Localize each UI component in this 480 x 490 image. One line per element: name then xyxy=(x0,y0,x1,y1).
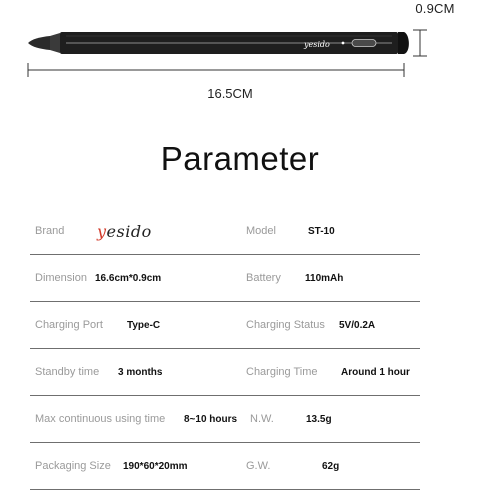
stylus-pen xyxy=(28,32,409,54)
spec-label: Max continuous using time xyxy=(35,413,166,425)
spec-value: 3 months xyxy=(118,366,163,378)
spec-label: Dimension xyxy=(35,272,87,284)
brand-logo-text: esido xyxy=(106,221,152,241)
spec-label: Charging Status xyxy=(246,319,325,331)
height-dimension-marker xyxy=(413,30,427,56)
spec-value: 8~10 hours xyxy=(184,413,238,425)
spec-value: 62g xyxy=(322,460,340,472)
spec-value: 110mAh xyxy=(305,272,344,284)
spec-value: 13.5g xyxy=(306,413,332,425)
spec-row xyxy=(30,349,420,396)
length-dimension-label: 16.5CM xyxy=(207,86,253,101)
spec-label: Model xyxy=(246,225,276,237)
spec-row xyxy=(30,396,420,443)
stylus-pen-illustration xyxy=(0,0,480,130)
spec-label: G.W. xyxy=(246,460,271,472)
spec-label: N.W. xyxy=(250,413,274,425)
spec-row xyxy=(30,302,420,349)
spec-value: Around 1 hour xyxy=(341,366,410,378)
spec-label: Charging Port xyxy=(35,319,103,331)
spec-value: 5V/0.2A xyxy=(339,319,376,331)
spec-row xyxy=(30,208,420,255)
spec-value: 190*60*20mm xyxy=(123,460,188,472)
length-dimension-marker xyxy=(28,63,404,77)
spec-label: Charging Time xyxy=(246,366,318,378)
spec-value: Type-C xyxy=(127,319,161,331)
brand-logo: yesido xyxy=(97,221,152,241)
section-title: Parameter xyxy=(160,140,320,177)
spec-value: 16.6cm*0.9cm xyxy=(95,272,162,284)
spec-label: Brand xyxy=(35,225,65,237)
height-dimension-label: 0.9CM xyxy=(415,1,455,16)
spec-value: ST-10 xyxy=(308,225,335,237)
spec-label: Standby time xyxy=(35,366,100,378)
svg-text:yesido: yesido xyxy=(304,40,330,49)
spec-row xyxy=(30,255,420,302)
spec-table xyxy=(30,208,420,490)
spec-row xyxy=(30,443,420,490)
spec-label: Packaging Size xyxy=(35,460,111,472)
spec-label: Battery xyxy=(246,272,281,284)
